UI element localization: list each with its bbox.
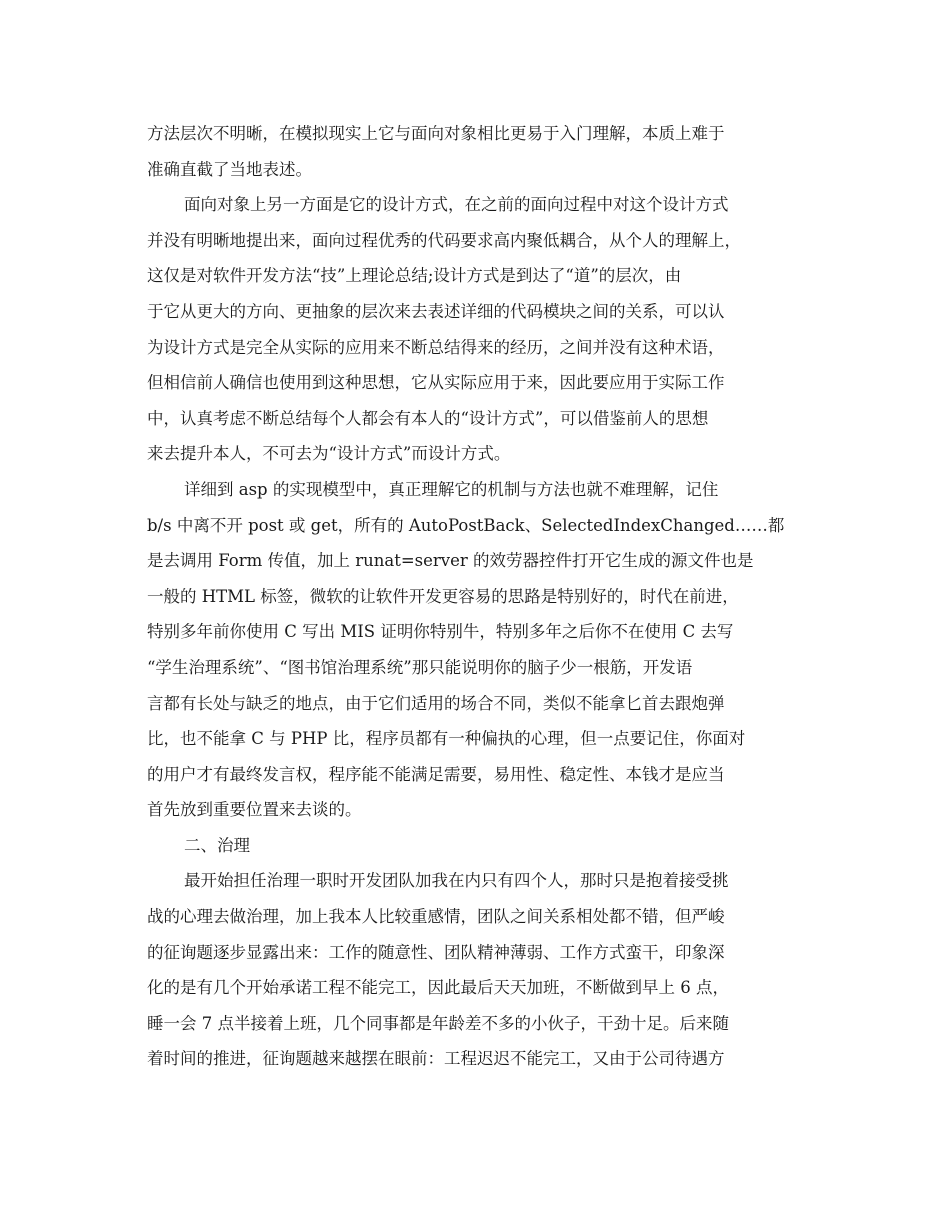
text-line: 是去调用 Form 传值，加上 runat=server 的效劳器控件打开它生成的源文件也是 (147, 551, 754, 571)
text-line: 详细到 asp 的实现模型中，真正理解它的机制与方法也就不难理解，记住 (184, 479, 719, 499)
text-line: “学生治理系统”、“图书馆治理系统”那只能说明你的脑子少一根筋，开发语 (147, 657, 693, 677)
document-body (147, 116, 807, 1077)
text-line: 来去提升本人，不可去为“设计方式”而设计方式。 (147, 444, 511, 464)
text-line: 准确直截了当地表述。 (147, 159, 312, 179)
text-line: 特别多年前你使用 C 写出 MIS 证明你特别牛，特别多年之后你不在使用 C 去写 (147, 622, 734, 642)
text-line: 言都有长处与缺乏的地点，由于它们适用的场合不同，类似不能拿匕首去跟炮弹 (147, 693, 725, 713)
text-line: 的征询题逐步显露出来：工作的随意性、团队精神薄弱、工作方式蛮干，印象深 (147, 942, 725, 962)
text-line: 这仅是对软件开发方法“技”上理论总结;设计方式是到达了“道”的层次，由 (147, 266, 682, 286)
text-line: 的用户才有最终发言权，程序能不能满足需要，易用性、稳定性、本钱才是应当 (147, 764, 725, 784)
text-line: 首先放到重要位置来去谈的。 (147, 800, 362, 820)
text-line: 二、治理 (184, 835, 250, 855)
text-line: 于它从更大的方向、更抽象的层次来去表述详细的代码模块之间的关系，可以认 (147, 301, 725, 321)
text-line: 面向对象上另一方面是它的设计方式，在之前的面向过程中对这个设计方式 (184, 195, 729, 215)
text-line: 着时间的推进，征询题越来越摆在眼前：工程迟迟不能完工，又由于公司待遇方 (147, 1049, 725, 1069)
text-line: 方法层次不明晰，在模拟现实上它与面向对象相比更易于入门理解，本质上难于 (147, 124, 725, 143)
text-line: 比，也不能拿 C 与 PHP 比，程序员都有一种偏执的心理，但一点要记住，你面对 (147, 729, 746, 749)
text-line: 最开始担任治理一职时开发团队加我在内只有四个人，那时只是抱着接受挑 (184, 871, 729, 891)
text-line: 为设计方式是完全从实际的应用来不断总结得来的经历，之间并没有这种术语， (147, 337, 725, 357)
text-line: 并没有明晰地提出来，面向过程优秀的代码要求高内聚低耦合，从个人的理解上， (147, 230, 741, 250)
text-line: b/s 中离不开 post 或 get，所有的 AutoPostBack、SelectedIndexChanged……都 (147, 515, 785, 535)
text-line: 化的是有几个开始承诺工程不能完工，因此最后天天加班，不断做到早上 6 点， (147, 978, 729, 998)
text-line: 睡一会 7 点半接着上班，几个同事都是年龄差不多的小伙子，干劲十足。后来随 (147, 1013, 729, 1033)
text-line: 一般的 HTML 标签，微软的让软件开发更容易的思路是特别好的，时代在前进， (147, 586, 739, 606)
text-line: 战的心理去做治理，加上我本人比较重感情，团队之间关系相处都不错，但严峻 (147, 907, 725, 927)
text-line: 中，认真考虑不断总结每个人都会有本人的“设计方式”，可以借鉴前人的思想 (147, 408, 709, 428)
text-line: 但相信前人确信也使用到这种思想，它从实际应用于来，因此要应用于实际工作 (147, 373, 725, 393)
